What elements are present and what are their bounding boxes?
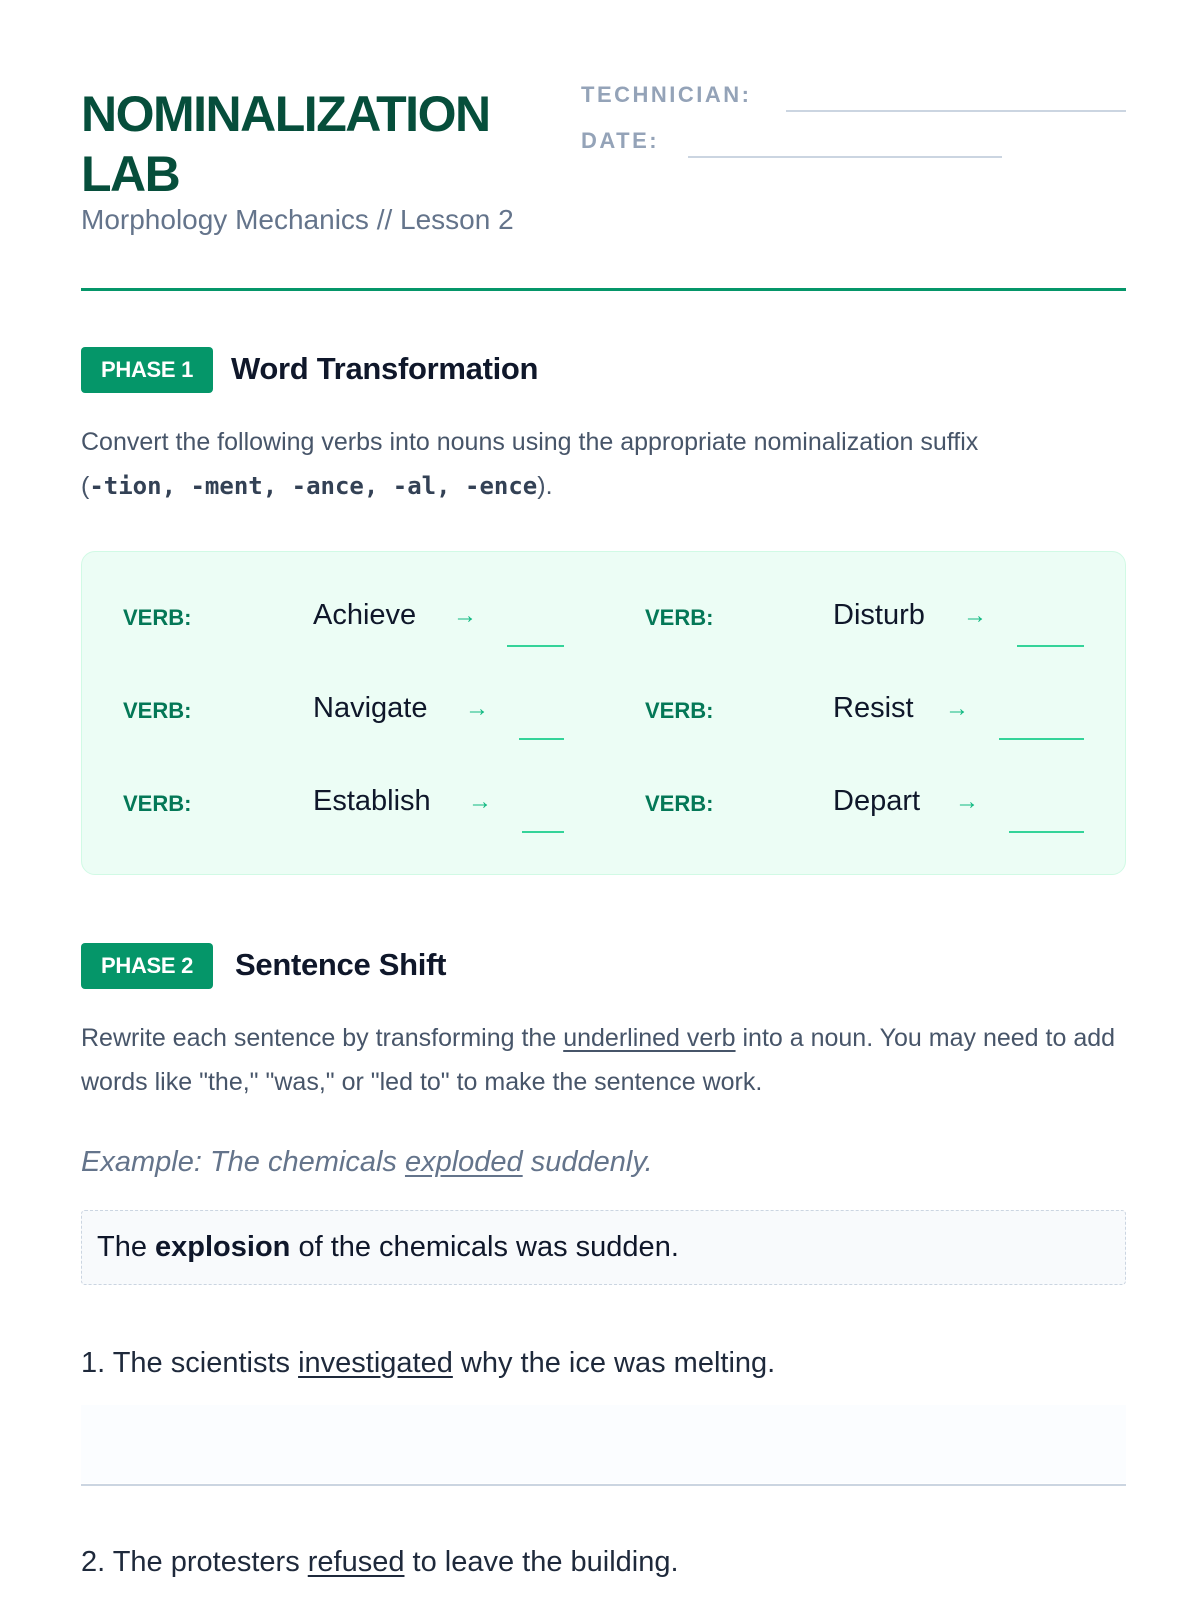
arrow-right-icon: →: [468, 788, 492, 815]
phase2-instructions: Rewrite each sentence by transforming the underlined verb into a noun. You may need to add words like "the," "was," or "led to" to make the sentence work.: [81, 1024, 1116, 1096]
answer-blank[interactable]: [1009, 831, 1084, 833]
verb-word: Achieve: [313, 599, 417, 631]
verb-word: Establish: [313, 785, 431, 817]
answer-space-1[interactable]: [81, 1405, 1126, 1483]
arrow-right-icon: →: [945, 695, 969, 722]
question-1: 1. The scientists investigated why the ice was melting.: [81, 1347, 776, 1379]
page-title: NOMINALIZATION LAB: [81, 86, 490, 202]
phase2-title: Sentence Shift: [235, 947, 447, 982]
verb-label: VERB:: [645, 605, 714, 630]
verb-label: VERB:: [645, 791, 714, 816]
page-subtitle: Morphology Mechanics // Lesson 2: [81, 204, 514, 235]
date-label: DATE:: [581, 128, 660, 153]
example-answer: The explosion of the chemicals was sudden.: [81, 1210, 1126, 1285]
date-field[interactable]: [688, 156, 1002, 158]
answer-line-1: [81, 1484, 1126, 1486]
arrow-right-icon: →: [453, 602, 477, 629]
verb-word: Disturb: [833, 599, 925, 631]
verb-panel: [81, 551, 1126, 875]
technician-field[interactable]: [786, 110, 1126, 112]
phase1-instructions: Convert the following verbs into nouns using the appropriate nominalization suffix (-tion, -ment, -ance, -al, -ence).: [81, 428, 979, 500]
answer-blank[interactable]: [507, 645, 564, 647]
example-sentence: Example: The chemicals exploded suddenly.: [81, 1146, 653, 1178]
phase2-badge: PHASE 2: [81, 943, 213, 989]
header-divider: [81, 288, 1126, 291]
suffix-list: -tion, -ment, -ance, -al, -ence: [89, 472, 538, 500]
answer-blank[interactable]: [999, 738, 1084, 740]
question-2: 2. The protesters refused to leave the building.: [81, 1546, 679, 1578]
arrow-right-icon: →: [963, 602, 987, 629]
verb-label: VERB:: [645, 698, 714, 723]
verb-word: Resist: [833, 692, 914, 724]
verb-label: VERB:: [123, 698, 192, 723]
verb-label: VERB:: [123, 791, 192, 816]
phase1-badge: PHASE 1: [81, 347, 213, 393]
answer-blank[interactable]: [519, 738, 564, 740]
answer-blank[interactable]: [522, 831, 564, 833]
technician-label: TECHNICIAN:: [581, 82, 752, 107]
verb-word: Depart: [833, 785, 921, 817]
arrow-right-icon: →: [955, 788, 979, 815]
arrow-right-icon: →: [465, 695, 489, 722]
verb-label: VERB:: [123, 605, 192, 630]
answer-blank[interactable]: [1017, 645, 1084, 647]
phase1-title: Word Transformation: [231, 351, 539, 386]
verb-word: Navigate: [313, 692, 428, 724]
